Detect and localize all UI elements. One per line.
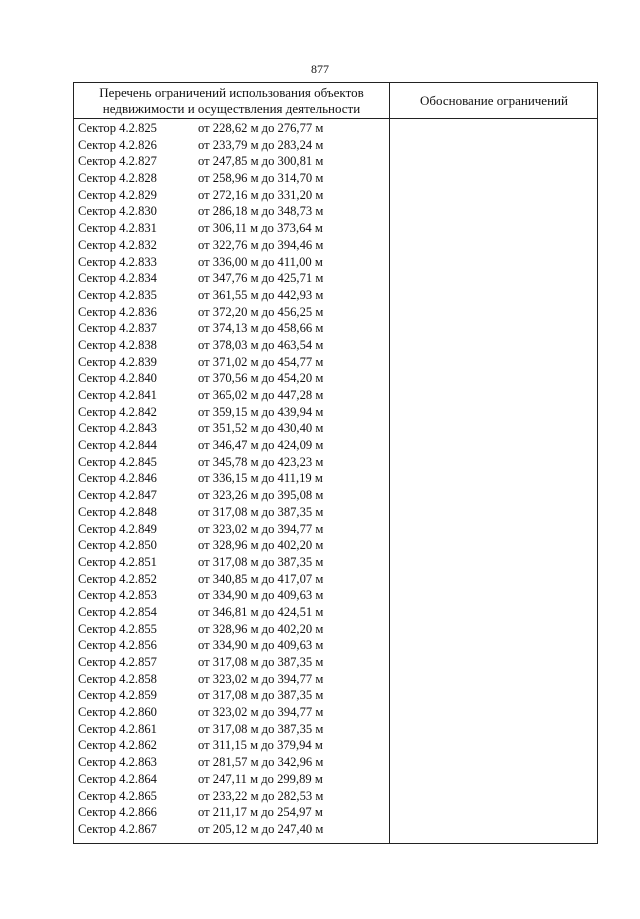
table-row [74, 320, 389, 337]
table-row [74, 704, 389, 721]
range-cell: от 346,81 м до 424,51 м [198, 604, 324, 619]
sector-cell: Сектор 4.2.834 [78, 271, 157, 286]
table-row [74, 387, 389, 404]
table-row [74, 671, 389, 688]
table-row [74, 287, 389, 304]
table-row [74, 587, 389, 604]
table-row [74, 754, 389, 771]
header-restrictions-list [74, 83, 389, 118]
range-cell: от 317,08 м до 387,35 м [198, 688, 324, 703]
sector-cell: Сектор 4.2.826 [78, 137, 157, 152]
header-justification: Обоснование ограничений [420, 93, 568, 108]
table-row [74, 420, 389, 437]
table-row [74, 804, 389, 821]
sector-cell: Сектор 4.2.845 [78, 454, 157, 469]
range-cell: от 211,17 м до 254,97 м [198, 805, 323, 820]
range-cell: от 359,15 м до 439,94 м [198, 404, 324, 419]
range-cell: от 258,96 м до 314,70 м [198, 171, 324, 186]
table-row [74, 687, 389, 704]
table-row [74, 354, 389, 371]
table-row [74, 788, 389, 805]
sector-cell: Сектор 4.2.847 [78, 488, 157, 503]
table-row [74, 170, 389, 187]
sector-cell: Сектор 4.2.832 [78, 237, 157, 252]
range-cell: от 317,08 м до 387,35 м [198, 504, 324, 519]
sector-cell: Сектор 4.2.865 [78, 788, 157, 803]
range-cell: от 378,03 м до 463,54 м [198, 337, 324, 352]
sector-cell: Сектор 4.2.836 [78, 304, 157, 319]
sector-cell: Сектор 4.2.851 [78, 554, 157, 569]
table-row [74, 721, 389, 738]
table-row [74, 220, 389, 237]
sector-cell: Сектор 4.2.828 [78, 171, 157, 186]
range-cell: от 228,62 м до 276,77 м [198, 121, 324, 135]
sector-cell: Сектор 4.2.840 [78, 371, 157, 386]
sector-cell: Сектор 4.2.864 [78, 771, 157, 786]
sector-cell: Сектор 4.2.860 [78, 705, 157, 720]
column-divider [389, 83, 390, 843]
range-cell: от 286,18 м до 348,73 м [198, 204, 324, 219]
sector-cell: Сектор 4.2.855 [78, 621, 157, 636]
table-row [74, 571, 389, 588]
range-cell: от 336,00 м до 411,00 м [198, 254, 323, 269]
sector-cell: Сектор 4.2.835 [78, 287, 157, 302]
range-cell: от 334,90 м до 409,63 м [198, 638, 324, 653]
table-row [74, 187, 389, 204]
range-cell: от 328,96 м до 402,20 м [198, 621, 324, 636]
sector-cell: Сектор 4.2.852 [78, 571, 157, 586]
range-cell: от 233,79 м до 283,24 м [198, 137, 324, 152]
range-cell: от 346,47 м до 424,09 м [198, 438, 324, 453]
sector-cell: Сектор 4.2.849 [78, 521, 157, 536]
range-cell: от 323,26 м до 395,08 м [198, 488, 324, 503]
range-cell: от 336,15 м до 411,19 м [198, 471, 323, 486]
table-row [74, 737, 389, 754]
table-row [74, 454, 389, 471]
range-cell: от 347,76 м до 425,71 м [198, 271, 324, 286]
sector-cell: Сектор 4.2.844 [78, 438, 157, 453]
sector-cell: Сектор 4.2.867 [78, 821, 157, 836]
sector-cell: Сектор 4.2.843 [78, 421, 157, 436]
range-cell: от 317,08 м до 387,35 м [198, 554, 324, 569]
sector-cell: Сектор 4.2.831 [78, 221, 157, 236]
sector-cell: Сектор 4.2.848 [78, 504, 157, 519]
table-row [74, 604, 389, 621]
table-row [74, 404, 389, 421]
range-cell: от 322,76 м до 394,46 м [198, 237, 324, 252]
range-cell: от 361,55 м до 442,93 м [198, 287, 324, 302]
table-row [74, 270, 389, 287]
sector-cell: Сектор 4.2.842 [78, 404, 157, 419]
range-cell: от 334,90 м до 409,63 м [198, 588, 324, 603]
sector-cell: Сектор 4.2.839 [78, 354, 157, 369]
range-cell: от 272,16 м до 331,20 м [198, 187, 324, 202]
range-cell: от 205,12 м до 247,40 м [198, 821, 324, 836]
table-body [74, 120, 389, 838]
sector-cell: Сектор 4.2.830 [78, 204, 157, 219]
table-row [74, 203, 389, 220]
range-cell: от 372,20 м до 456,25 м [198, 304, 324, 319]
range-cell: от 281,57 м до 342,96 м [198, 755, 324, 770]
table-header [74, 83, 597, 119]
table-row [74, 120, 389, 137]
header-left-line1: Перечень ограничений использования объектов [99, 85, 364, 100]
table-row [74, 370, 389, 387]
table-row [74, 254, 389, 271]
range-cell: от 374,13 м до 458,66 м [198, 321, 324, 336]
sector-cell: Сектор 4.2.857 [78, 655, 157, 669]
sector-cell: Сектор 4.2.846 [78, 471, 157, 486]
table-row [74, 304, 389, 321]
sector-cell: Сектор 4.2.856 [78, 638, 157, 653]
table-row [74, 554, 389, 571]
range-cell: от 247,85 м до 300,81 м [198, 154, 324, 169]
table-row [74, 237, 389, 254]
range-cell: от 323,02 м до 394,77 м [198, 705, 324, 720]
table-row [74, 487, 389, 504]
sector-cell: Сектор 4.2.833 [78, 254, 157, 269]
sector-cell: Сектор 4.2.863 [78, 755, 157, 770]
sector-cell: Сектор 4.2.866 [78, 805, 157, 820]
table-row [74, 771, 389, 788]
range-cell: от 365,02 м до 447,28 м [198, 388, 324, 402]
table-row [74, 504, 389, 521]
range-cell: от 340,85 м до 417,07 м [198, 571, 324, 586]
sector-cell: Сектор 4.2.854 [78, 604, 157, 619]
sector-cell: Сектор 4.2.858 [78, 671, 157, 686]
sector-cell: Сектор 4.2.837 [78, 321, 157, 336]
sector-cell: Сектор 4.2.825 [78, 121, 157, 135]
table-row [74, 621, 389, 638]
sector-cell: Сектор 4.2.838 [78, 337, 157, 352]
range-cell: от 311,15 м до 379,94 м [198, 738, 323, 753]
range-cell: от 233,22 м до 282,53 м [198, 788, 324, 803]
table-row [74, 654, 389, 671]
table-row [74, 521, 389, 538]
range-cell: от 323,02 м до 394,77 м [198, 521, 324, 536]
range-cell: от 370,56 м до 454,20 м [198, 371, 324, 386]
sector-cell: Сектор 4.2.829 [78, 187, 157, 202]
range-cell: от 328,96 м до 402,20 м [198, 538, 324, 553]
table-row [74, 153, 389, 170]
restrictions-table [73, 82, 598, 844]
header-left-line2: недвижимости и осуществления деятельности [102, 101, 361, 116]
sector-cell: Сектор 4.2.827 [78, 154, 157, 169]
sector-cell: Сектор 4.2.862 [78, 738, 157, 753]
table-row [74, 537, 389, 554]
table-row [74, 821, 389, 838]
sector-cell: Сектор 4.2.859 [78, 688, 157, 703]
table-row [74, 437, 389, 454]
sector-cell: Сектор 4.2.850 [78, 538, 157, 553]
range-cell: от 345,78 м до 423,23 м [198, 454, 324, 469]
table-row [74, 337, 389, 354]
range-cell: от 306,11 м до 373,64 м [198, 221, 323, 236]
table-row [74, 137, 389, 154]
sector-cell: Сектор 4.2.841 [78, 388, 157, 402]
table-row [74, 470, 389, 487]
sector-cell: Сектор 4.2.861 [78, 721, 157, 736]
range-cell: от 323,02 м до 394,77 м [198, 671, 324, 686]
page-number: 877 [311, 62, 329, 76]
range-cell: от 317,08 м до 387,35 м [198, 655, 324, 669]
range-cell: от 317,08 м до 387,35 м [198, 721, 324, 736]
range-cell: от 371,02 м до 454,77 м [198, 354, 324, 369]
range-cell: от 247,11 м до 299,89 м [198, 771, 323, 786]
sector-cell: Сектор 4.2.853 [78, 588, 157, 603]
table-row [74, 637, 389, 654]
range-cell: от 351,52 м до 430,40 м [198, 421, 324, 436]
